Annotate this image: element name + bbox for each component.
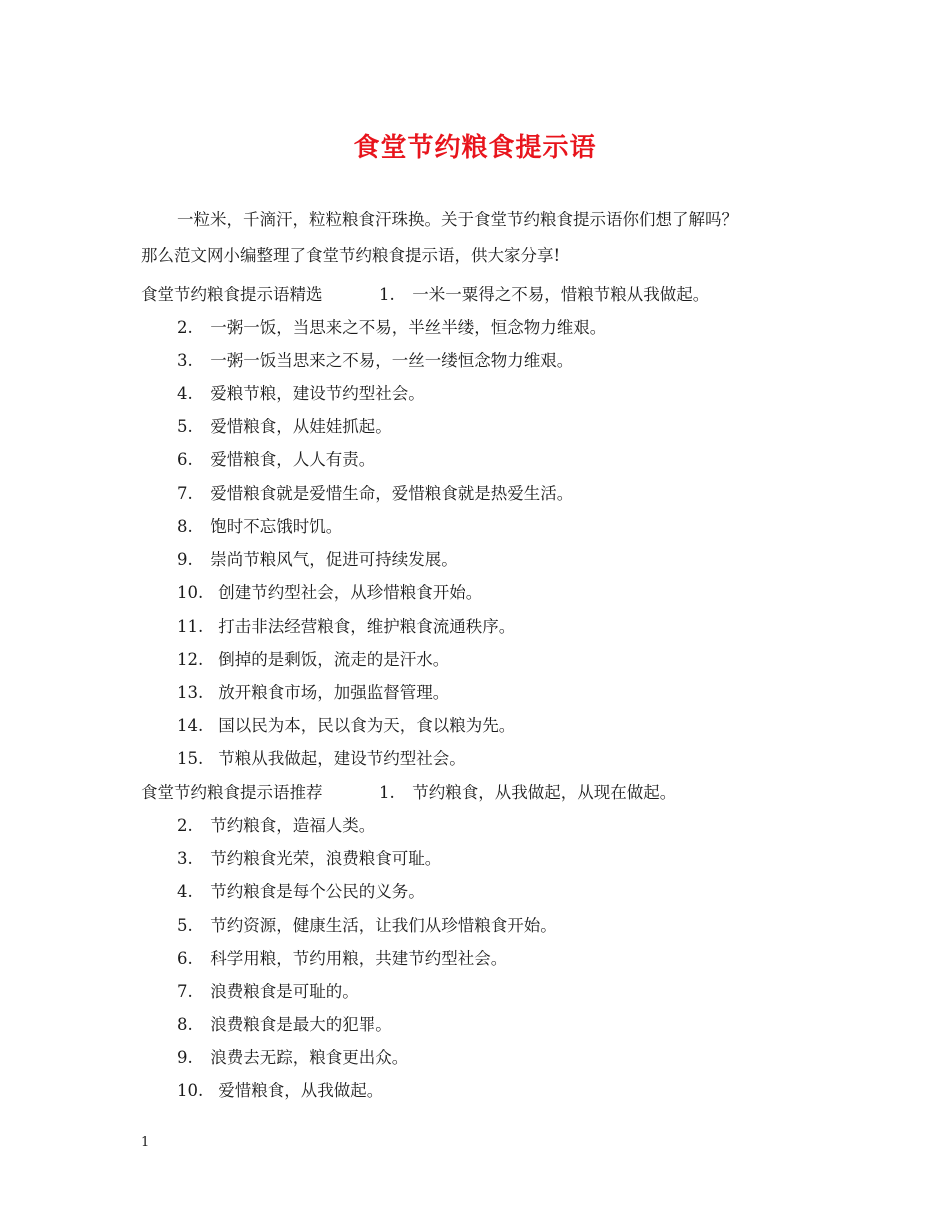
list-item-number: 15. [177,749,204,768]
list-item-number: 3. [177,351,193,370]
list-item [177,978,359,1006]
list-item [177,380,425,408]
list-item [177,945,507,973]
list-item-text: 倒掉的是剩饭，流走的是汗水。 [218,650,450,669]
list-item-text: 爱惜粮食，从我做起。 [218,1081,384,1100]
list-item-text: 一米一粟得之不易，惜粮节粮从我做起。 [412,285,710,304]
list-item-number: 14. [177,716,204,735]
list-item-number: 10. [177,583,204,602]
list-item [177,1044,408,1072]
list-item-text: 科学用粮，节约用粮，共建节约型社会。 [210,949,508,968]
list-item-number: 4. [177,882,193,901]
list-item-text: 打击非法经营粮食，维护粮食流通秩序。 [218,617,516,636]
list-item-number: 11. [177,617,204,636]
list-item-text: 放开粮食市场，加强监督管理。 [218,683,450,702]
list-item-number: 7. [177,484,193,503]
list-item-text: 节约粮食，造福人类。 [210,816,376,835]
list-item [177,845,441,873]
list-item-text: 国以民为本，民以食为天，食以粮为先。 [218,716,516,735]
list-item [177,1011,392,1039]
list-item-number: 1. [379,783,395,802]
list-item [177,347,573,375]
list-item [177,613,515,641]
list-item [177,413,392,441]
list-item [177,912,557,940]
list-item-text: 节粮从我做起，建设节约型社会。 [218,749,466,768]
list-item [177,546,458,574]
section-1-heading-line [141,281,709,309]
list-item-text: 创建节约型社会，从珍惜粮食开始。 [218,583,483,602]
list-item [177,646,449,674]
list-item-number: 8. [177,517,193,536]
list-item [177,878,425,906]
list-item [177,314,606,342]
list-item [177,812,375,840]
list-item-text: 爱惜粮食，人人有责。 [210,450,376,469]
list-item-text: 爱惜粮食，从娃娃抓起。 [210,417,392,436]
list-item-text: 浪费去无踪，粮食更出众。 [210,1048,409,1067]
list-item-text: 节约资源，健康生活，让我们从珍惜粮食开始。 [210,916,557,935]
intro-paragraph-line-1: 一粒米，千滴汗，粒粒粮食汗珠换。关于食堂节约粮食提示语你们想了解吗？ [177,210,738,229]
list-item [177,745,466,773]
list-item-number: 5. [177,417,193,436]
list-item-number: 6. [177,949,193,968]
list-item-number: 9. [177,1048,193,1067]
list-item-text: 崇尚节粮风气，促进可持续发展。 [210,550,458,569]
list-item [177,712,515,740]
list-item-number: 7. [177,982,193,1001]
list-item-number: 5. [177,916,193,935]
list-item-number: 6. [177,450,193,469]
list-item-text: 爱惜粮食就是爱惜生命，爱惜粮食就是热爱生活。 [210,484,574,503]
list-item-number: 2. [177,816,193,835]
list-item [177,480,573,508]
list-item-text: 一粥一饭，当思来之不易，半丝半缕，恒念物力维艰。 [210,318,607,337]
list-item [177,679,449,707]
section-2-heading-line [141,779,676,807]
list-item-text: 一粥一饭当思来之不易，一丝一缕恒念物力维艰。 [210,351,574,370]
list-item-number: 2. [177,318,193,337]
list-item-number: 8. [177,1015,193,1034]
list-item-text: 节约粮食，从我做起，从现在做起。 [412,783,677,802]
list-item-number: 10. [177,1081,204,1100]
list-item-text: 浪费粮食是最大的犯罪。 [210,1015,392,1034]
list-item-number: 4. [177,384,193,403]
section-1-heading: 食堂节约粮食提示语精选 [141,285,323,304]
intro-paragraph-line-2: 那么范文网小编整理了食堂节约粮食提示语，供大家分享! [141,246,561,265]
list-item [177,1077,383,1105]
list-item-text: 饱时不忘饿时饥。 [210,517,343,536]
list-item-text: 爱粮节粮，建设节约型社会。 [210,384,425,403]
list-item [177,513,342,541]
page-number: 1 [141,1135,150,1150]
list-item [177,579,482,607]
list-item-text: 节约粮食光荣，浪费粮食可耻。 [210,849,442,868]
list-item [177,446,375,474]
list-item-number: 1. [379,285,395,304]
section-2-heading: 食堂节约粮食提示语推荐 [141,783,323,802]
list-item-number: 9. [177,550,193,569]
list-item-text: 节约粮食是每个公民的义务。 [210,882,425,901]
list-item-number: 13. [177,683,204,702]
list-item-number: 3. [177,849,193,868]
document-title: 食堂节约粮食提示语 [353,133,597,163]
list-item-number: 12. [177,650,204,669]
list-item-text: 浪费粮食是可耻的。 [210,982,359,1001]
